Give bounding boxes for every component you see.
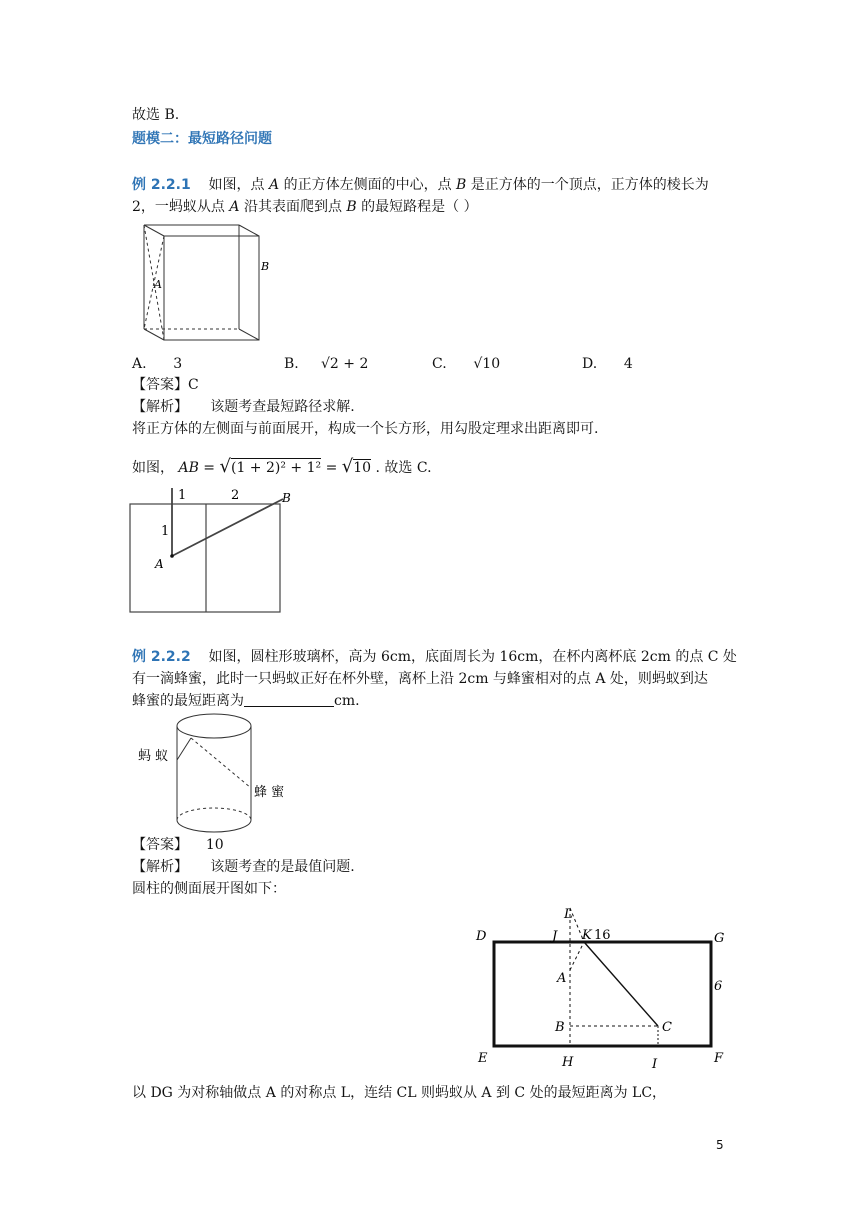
ex1-analysis-line2: 将正方体的左侧面与前面展开，构成一个长方形，用勾股定理求出距离即可.: [132, 421, 599, 437]
answer-blank: [244, 692, 334, 707]
cube-diagram: [136, 222, 286, 346]
cylinder-diagram: [134, 708, 304, 844]
ex1-text2-c: 的最短路程是（ ）: [361, 199, 478, 215]
ex2-analysis: [132, 856, 355, 878]
label-e: E: [478, 1051, 488, 1066]
option-d-letter: D.: [582, 356, 598, 372]
ex2-line2: 有一滴蜂蜜，此时一只蚂蚁正好在杯外壁，离杯上沿 2cm 与蜂蜜相对的点 A 处，则蚂蚁到达: [132, 671, 708, 687]
sqrt-sign-2: √: [341, 456, 354, 477]
net-diagram: [128, 488, 308, 614]
option-d: [582, 356, 633, 372]
ex1-analysis-label: 【解析】: [132, 399, 188, 415]
ex2-line3-a: 蜂蜜的最短距离为: [132, 693, 244, 709]
option-b-value: √2 + 2: [321, 356, 369, 372]
ex1-var-a: A: [269, 177, 280, 193]
net-point-a: [170, 554, 174, 558]
ex1-var-b: B: [456, 177, 467, 193]
ex1-var-b2: B: [346, 199, 357, 215]
cube-label-a: A: [154, 278, 162, 291]
ex2-answer: [132, 834, 224, 856]
ex1-answer-value: C: [188, 377, 199, 393]
ex1-answer-label: 【答案】: [132, 377, 188, 393]
ex1-line1: [132, 174, 709, 196]
ex2-line1-text: 如图，圆柱形玻璃杯，高为 6cm，底面周长为 16cm，在杯内离杯底 2cm 的点 C 处: [208, 649, 737, 665]
ex2-line3-b: cm.: [334, 693, 360, 709]
option-c: [432, 356, 500, 372]
label-honey: 蜂 蜜: [254, 785, 285, 800]
ex1-text2-b: 沿其表面爬到点: [243, 199, 342, 215]
ex2-answer-value: 10: [205, 837, 224, 853]
net-label-side1: 1: [161, 524, 170, 539]
ex2-line1: [132, 646, 737, 668]
unfold-diagram: [470, 900, 740, 1080]
formula-inner: (1 + 2)² + 1²: [230, 460, 322, 476]
label-k: K: [582, 928, 592, 943]
label-c: C: [662, 1020, 672, 1035]
option-a-letter: A.: [132, 356, 147, 372]
label-l: L: [564, 907, 573, 922]
formula-lhs: AB =: [178, 460, 216, 476]
page-number: 5: [716, 1138, 724, 1152]
formula-eq: =: [325, 460, 338, 476]
sqrt-sign-1: √: [219, 456, 231, 477]
label-h: H: [562, 1055, 574, 1070]
label-16: 16: [594, 928, 611, 943]
formula-prefix: 如图，: [132, 460, 174, 476]
label-g: G: [714, 931, 725, 946]
option-d-value: 4: [623, 356, 633, 372]
net-label-top1: 1: [178, 488, 187, 503]
label-ant: 蚂 蚁: [138, 749, 169, 764]
ex2-final-line: 以 DG 为对称轴做点 A 的对称点 L，连结 CL 则蚂蚁从 A 到 C 处的最短距离为 LC，: [132, 1085, 667, 1101]
ex1-analysis: [132, 396, 355, 418]
ex2-answer-label: 【答案】: [132, 837, 188, 853]
label-b: B: [555, 1020, 565, 1035]
ex1-text-c: 是正方体的一个顶点，正方体的棱长为: [470, 177, 709, 193]
option-c-value: √10: [473, 356, 501, 372]
label-f: F: [714, 1051, 724, 1066]
ex1-answer: [132, 374, 199, 396]
ex1-text2-a: 2，一蚂蚁从点: [132, 199, 225, 215]
top-text: 故选 B.: [132, 107, 180, 123]
formula-rhs: 10: [353, 460, 372, 476]
option-c-letter: C.: [432, 356, 447, 372]
option-a-value: 3: [173, 356, 183, 372]
ex2-analysis-label: 【解析】: [132, 859, 188, 875]
formula-suffix: . 故选 C.: [375, 460, 432, 476]
ex1-analysis-text: 该题考查最短路径求解.: [210, 399, 355, 415]
ex1-line2: [132, 196, 478, 218]
ex1-text-b: 的正方体左侧面的中心，点: [283, 177, 452, 193]
net-label-b: B: [282, 491, 291, 505]
option-b: [284, 356, 368, 372]
ex1-formula: [132, 456, 432, 479]
label-6: 6: [714, 979, 723, 994]
ex2-analysis-line2: 圆柱的侧面展开图如下：: [132, 881, 286, 897]
label-d: D: [476, 929, 487, 944]
net-label-top2: 2: [231, 488, 240, 503]
option-a: [132, 356, 182, 372]
label-j: J: [552, 929, 558, 944]
option-b-letter: B.: [284, 356, 299, 372]
ex1-var-a2: A: [229, 199, 240, 215]
ex2-analysis-text: 该题考查的是最值问题.: [210, 859, 355, 875]
label-i: I: [652, 1057, 658, 1072]
ex2-label: 例 2.2.2: [132, 649, 191, 665]
net-label-a: A: [155, 557, 164, 571]
ex1-label: 例 2.2.1: [132, 177, 191, 193]
label-a: A: [557, 971, 567, 986]
ex1-text-a: 如图，点: [208, 177, 265, 193]
cube-label-b: B: [261, 260, 270, 273]
section-heading: 题模二：最短路径问题: [132, 131, 272, 147]
